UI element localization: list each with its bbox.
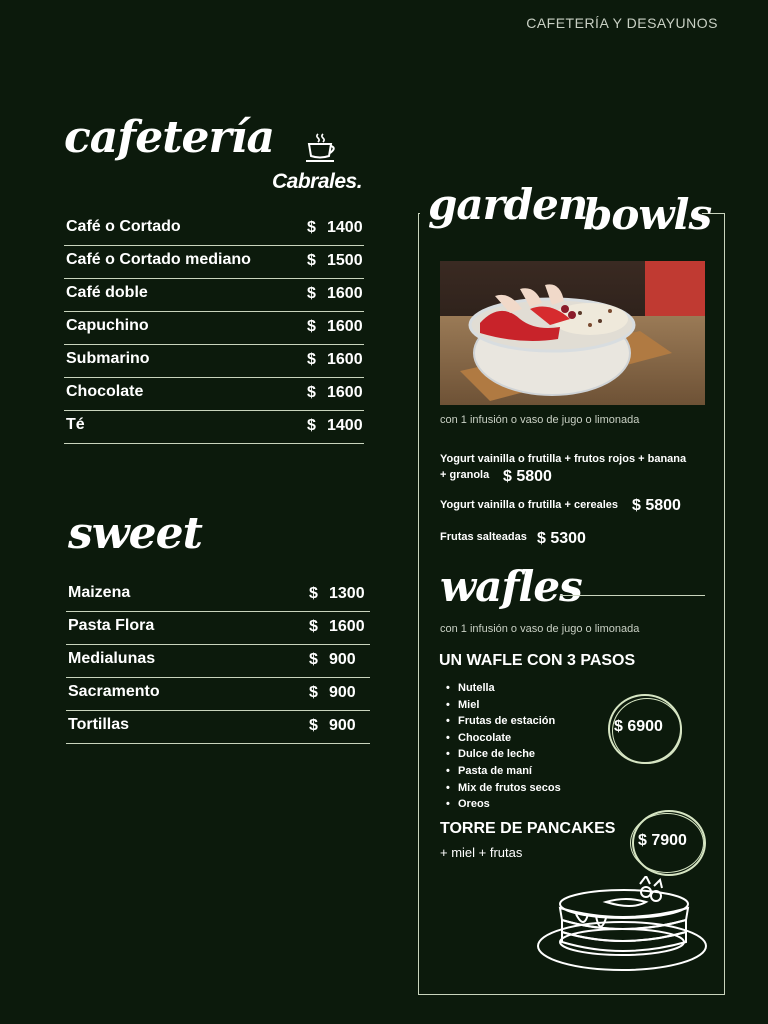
currency: $: [309, 651, 318, 668]
list-item: • Mix de frutos secos: [440, 780, 600, 797]
item-price: 1600: [327, 351, 363, 368]
sweet-title: sweet: [68, 508, 202, 559]
currency: $: [307, 219, 316, 236]
coffee-cup-icon: [304, 132, 338, 164]
currency: $: [309, 618, 318, 635]
item-price: 1500: [327, 252, 363, 269]
pancakes-subtitle: + miel + frutas: [440, 845, 523, 860]
bowls-title: bowls: [583, 190, 712, 239]
bowl-item-3-price: $ 5300: [537, 530, 586, 547]
menu-item: [66, 677, 370, 711]
wafle-options-list: [440, 680, 600, 813]
cafeteria-title: cafetería: [64, 112, 274, 163]
menu-item: [66, 611, 370, 645]
menu-item: [64, 410, 364, 444]
item-name: Chocolate: [66, 383, 144, 400]
item-name: Café doble: [66, 284, 148, 301]
item-price: 900: [329, 651, 356, 668]
item-name: Maizena: [68, 584, 131, 601]
menu-item: [64, 278, 364, 312]
currency: $: [307, 351, 316, 368]
menu-item: [64, 212, 364, 246]
pancakes-price: $ 7900: [638, 832, 687, 849]
menu-item: [64, 311, 364, 345]
list-item: • Chocolate: [440, 730, 600, 747]
brand-logo: Cabrales.: [272, 170, 363, 193]
item-name: Capuchino: [66, 317, 149, 334]
wafles-title: wafles: [440, 562, 582, 611]
list-item: • Oreos: [440, 796, 600, 813]
yogurt-bowl-photo: [440, 261, 705, 405]
list-item: • Dulce de leche: [440, 746, 600, 763]
wafles-underline: [560, 595, 705, 596]
item-price: 1400: [327, 219, 363, 236]
menu-item: [66, 710, 370, 744]
list-item: • Frutas de estación: [440, 713, 600, 730]
item-name: Pasta Flora: [68, 617, 155, 634]
item-price: 1400: [327, 417, 363, 434]
item-name: Sacramento: [68, 683, 160, 700]
currency: $: [309, 585, 318, 602]
item-name: Café o Cortado: [66, 218, 181, 235]
menu-item: [64, 245, 364, 279]
item-name: Medialunas: [68, 650, 156, 667]
currency: $: [309, 684, 318, 701]
bowl-item-1-price: $ 5800: [503, 468, 552, 485]
wafle-heading: UN WAFLE CON 3 PASOS: [439, 652, 636, 669]
section-header: CAFETERÍA Y DESAYUNOS: [526, 15, 718, 31]
bowl-item-1-line2: + granola: [440, 469, 490, 481]
menu-item: [66, 644, 370, 678]
bowl-item-2-text: Yogurt vainilla o frutilla + cereales: [440, 499, 618, 511]
currency: $: [307, 384, 316, 401]
item-name: Té: [66, 416, 85, 433]
currency: $: [307, 417, 316, 434]
currency: $: [307, 252, 316, 269]
item-price: 1600: [327, 384, 363, 401]
currency: $: [309, 717, 318, 734]
item-name: Submarino: [66, 350, 150, 367]
sweet-list: [66, 578, 370, 744]
item-price: 900: [329, 684, 356, 701]
wafles-note: con 1 infusión o vaso de jugo o limonada: [440, 623, 640, 635]
item-price: 1300: [329, 585, 365, 602]
menu-item: [64, 377, 364, 411]
cafeteria-list: [64, 212, 364, 444]
bowl-item-3-text: Frutas salteadas: [440, 531, 527, 543]
pancakes-title: TORRE DE PANCAKES: [440, 820, 616, 837]
garden-note: con 1 infusión o vaso de jugo o limonada: [440, 414, 640, 426]
list-item: • Nutella: [440, 680, 600, 697]
item-price: 1600: [327, 285, 363, 302]
currency: $: [307, 318, 316, 335]
item-price: 900: [329, 717, 356, 734]
menu-item: [64, 344, 364, 378]
item-price: 1600: [329, 618, 365, 635]
menu-item: [66, 578, 370, 612]
currency: $: [307, 285, 316, 302]
list-item: • Miel: [440, 697, 600, 714]
bowl-item-1-line1: Yogurt vainilla o frutilla + frutos rojos + banana: [440, 453, 687, 465]
item-name: Café o Cortado mediano: [66, 251, 251, 268]
list-item: • Pasta de maní: [440, 763, 600, 780]
garden-title: garden: [428, 180, 588, 229]
bowl-item-2-price: $ 5800: [632, 497, 681, 514]
item-price: 1600: [327, 318, 363, 335]
pancake-stack-icon: [536, 876, 710, 976]
wafle-price: $ 6900: [614, 718, 663, 735]
item-name: Tortillas: [68, 716, 130, 733]
